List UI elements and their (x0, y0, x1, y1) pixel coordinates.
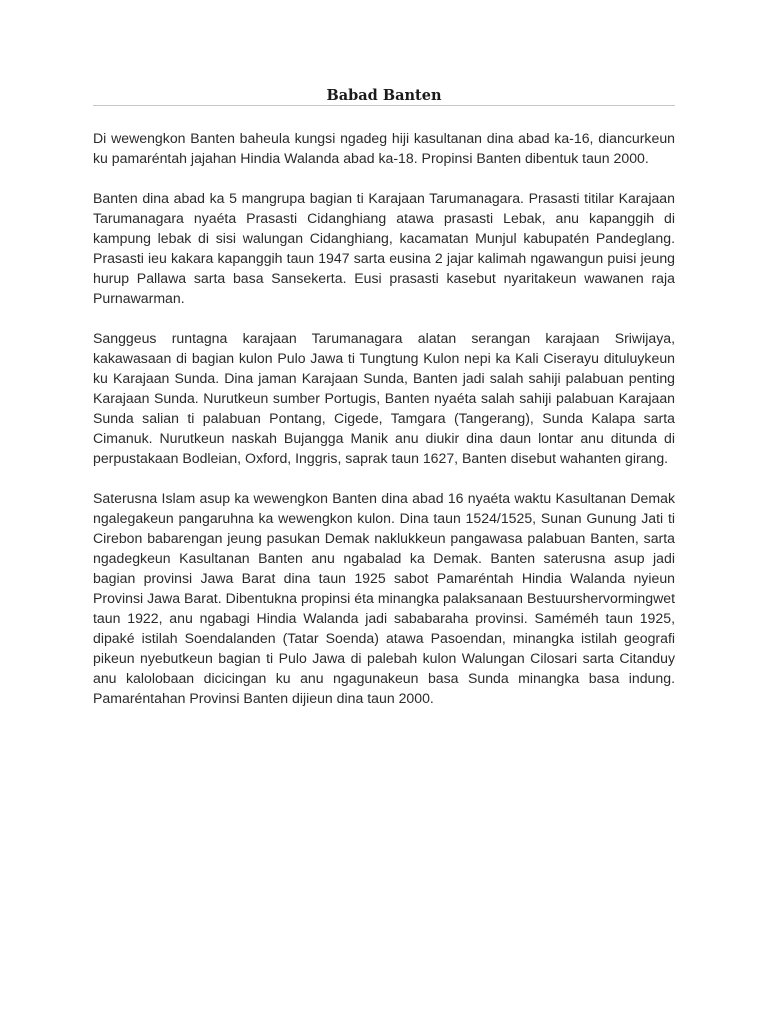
paragraph-list (93, 128, 675, 708)
paragraph: Banten dina abad ka 5 mangrupa bagian ti Karajaan Tarumanagara. Prasasti titilar Karajaan Tarumanagara nyaéta Prasasti Cidanghiang atawa prasasti Lebak, anu kapanggih di kampung lebak di sisi walungan Cidanghiang, kacamatan Munjul kabupatén Pandeglang. Prasasti ieu kakara kapanggih taun 1947 sarta eusina 2 jajar kalimah ngawangun puisi jeung hurup Pallawa sarta basa Sansekerta. Eusi prasasti kasebut nyaritakeun wawanen raja Purnawarman. (93, 190, 675, 306)
title-divider (93, 105, 675, 106)
document-title: Babad Banten (326, 87, 442, 104)
paragraph: Saterusna Islam asup ka wewengkon Banten dina abad 16 nyaéta waktu Kasultanan Demak ngalegakeun pangaruhna ka wewengkon kulon. Dina taun 1524/1525, Sunan Gunung Jati ti Cirebon babarengan jeung pasukan Demak naklukkeun pangawasa palabuan Banten, sarta ngadegkeun Kasultanan Banten anu ngabalad ka Demak. Banten saterusna asup jadi bagian provinsi Jawa Barat dina taun 1925 sabot Pamaréntah Hindia Walanda nyieun Provinsi Jawa Barat. Dibentukna propinsi éta minangka palaksanaan Bestuurshervormingwet taun 1922, anu ngabagi Hindia Walanda jadi sababaraha provinsi. Saméméh taun 1925, dipaké istilah Soendalanden (Tatar Soenda) atawa Pasoendan, minangka istilah geografi pikeun nyebutkeun bagian ti Pulo Jawa di palebah kulon Walungan Cilosari sarta Citanduy anu kalolobaan dicicingan ku anu ngagunakeun basa Sunda minangka basa indung. Pamaréntahan Provinsi Banten dijieun dina taun 2000. (93, 490, 675, 706)
paragraph: Di wewengkon Banten baheula kungsi ngadeg hiji kasultanan dina abad ka-16, diancurkeun ku pamaréntah jajahan Hindia Walanda abad ka-18. Propinsi Banten dibentuk taun 2000. (93, 130, 675, 166)
paragraph: Sanggeus runtagna karajaan Tarumanagara alatan serangan karajaan Sriwijaya, kakawasaan di bagian kulon Pulo Jawa ti Tungtung Kulon nepi ka Kali Ciserayu dituluykeun ku Karajaan Sunda. Dina jaman Karajaan Sunda, Banten jadi salah sahiji palabuan penting Karajaan Sunda. Nurutkeun sumber Portugis, Banten nyaéta salah sahiji palabuan Karajaan Sunda salian ti palabuan Pontang, Cigede, Tamgara (Tangerang), Sunda Kalapa sarta Cimanuk. Nurutkeun naskah Bujangga Manik anu diukir dina daun lontar anu ditunda di perpustakaan Bodleian, Oxford, Inggris, saprak taun 1627, Banten disebut wahanten girang. (93, 330, 675, 466)
document-body (93, 86, 675, 728)
